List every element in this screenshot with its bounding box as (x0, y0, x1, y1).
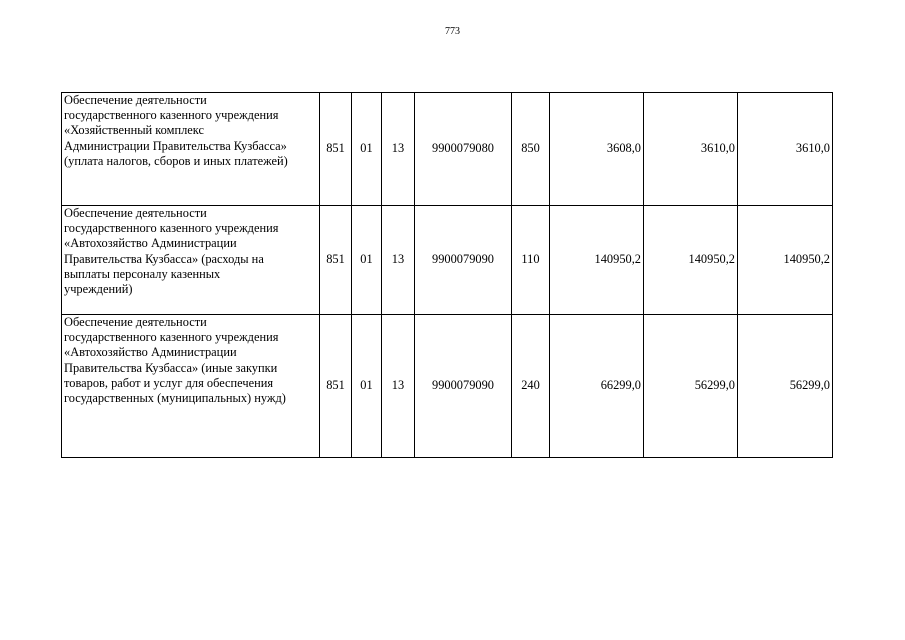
expense-name-cell (62, 315, 320, 458)
expense-name-line: Администрации Правительства Кузбасса» (64, 138, 287, 153)
subsection-code-cell: 13 (382, 206, 415, 315)
target-article-cell: 9900079080 (415, 93, 512, 206)
table-row (62, 315, 833, 458)
expense-name-line: Правительства Кузбасса» (иные закупки (64, 360, 278, 375)
expense-name-line: Правительства Кузбасса» (расходы на (64, 251, 264, 266)
expense-name-line: государственных (муниципальных) нужд) (64, 391, 286, 406)
section-code-cell: 01 (352, 315, 382, 458)
amount-cell-1: 66299,0 (550, 315, 644, 458)
expense-name-line: учреждений) (64, 282, 133, 297)
section-code-cell: 01 (352, 206, 382, 315)
expense-name-line: Обеспечение деятельности (64, 315, 207, 329)
amount-cell-1: 3608,0 (550, 93, 644, 206)
amount-cell-2: 3610,0 (644, 93, 738, 206)
target-article-cell: 9900079090 (415, 315, 512, 458)
section-code-cell: 01 (352, 93, 382, 206)
expense-name-line: (уплата налогов, сборов и иных платежей) (64, 153, 288, 168)
expense-name-line: Обеспечение деятельности (64, 206, 207, 220)
expense-type-cell: 240 (512, 315, 550, 458)
ministry-code-cell: 851 (320, 206, 352, 315)
budget-table (61, 92, 833, 458)
amount-cell-3: 3610,0 (738, 93, 833, 206)
subsection-code-cell: 13 (382, 93, 415, 206)
expense-name-line: «Автохозяйство Администрации (64, 345, 237, 360)
expense-name-cell (62, 206, 320, 315)
expense-name-line: выплаты персоналу казенных (64, 266, 221, 281)
amount-cell-2: 56299,0 (644, 315, 738, 458)
amount-cell-3: 140950,2 (738, 206, 833, 315)
expense-name-line: Обеспечение деятельности (64, 93, 207, 107)
expense-name-line: государственного казенного учреждения (64, 221, 279, 236)
expense-name-line: государственного казенного учреждения (64, 330, 279, 345)
expense-type-cell: 850 (512, 93, 550, 206)
amount-cell-1: 140950,2 (550, 206, 644, 315)
expense-name-line: товаров, работ и услуг для обеспечения (64, 375, 274, 390)
expense-name-line: «Автохозяйство Администрации (64, 236, 237, 251)
target-article-cell: 9900079090 (415, 206, 512, 315)
table-row (62, 93, 833, 206)
subsection-code-cell: 13 (382, 315, 415, 458)
expense-type-cell: 110 (512, 206, 550, 315)
ministry-code-cell: 851 (320, 93, 352, 206)
page-number: 773 (445, 26, 460, 37)
table-row (62, 206, 833, 315)
expense-name-line: «Хозяйственный комплекс (64, 123, 205, 138)
expense-name-line: государственного казенного учреждения (64, 108, 279, 123)
expense-name-cell (62, 93, 320, 206)
amount-cell-3: 56299,0 (738, 315, 833, 458)
amount-cell-2: 140950,2 (644, 206, 738, 315)
ministry-code-cell: 851 (320, 315, 352, 458)
